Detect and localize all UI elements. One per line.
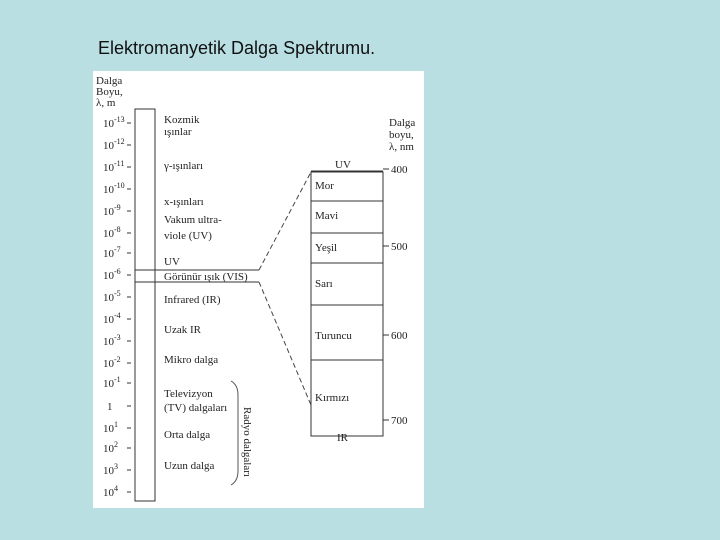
exponent-tick [103,420,131,435]
exponent-tick [103,333,131,348]
region-label: Kozmik [164,114,200,126]
nm-tick-label: 600 [391,330,408,342]
svg-text:10-4 [103,311,121,326]
exponent-tick [103,311,131,326]
tick-base: 10 [103,487,114,499]
svg-text:10-2 [103,355,121,370]
zoom-connector-top [259,172,311,270]
spectrum-diagram [93,71,424,508]
tick-exponent: -5 [114,289,121,298]
region-label: Görünür ışık (VIS) [164,271,248,283]
region-label: Uzun dalga [164,460,215,472]
svg-text:10-9 [103,203,121,218]
region-label: viole (UV) [164,230,212,242]
exponent-tick [103,484,131,499]
band-label-blue: Mavi [315,210,339,222]
tick-exponent: 1 [114,420,118,429]
svg-text:10-8 [103,225,121,240]
exponent-tick [103,159,131,174]
exponent-tick [103,289,131,304]
band-label-orange: Turuncu [315,330,352,342]
left-axis-header-line-3: λ, m [96,97,116,109]
spectrum-figure [93,71,424,508]
exponent-tick [103,225,131,240]
exponent-tick [103,440,131,455]
region-label: γ-ışınları [164,160,204,172]
left-axis-header-line-1: Dalga [96,75,123,87]
slide-title: Elektromanyetik Dalga Spektrumu. [98,38,376,58]
tick-base: 10 [103,162,114,174]
tick-exponent: -2 [114,355,121,364]
region-labels [163,114,248,472]
exponent-tick [103,375,131,390]
tick-exponent: -4 [114,311,121,320]
exponent-tick [103,203,131,218]
svg-text:10-5 [103,289,121,304]
svg-text:1 [107,401,113,413]
exponent-tick [103,355,131,370]
tick-exponent: -13 [114,115,125,124]
tick-base: 10 [103,184,114,196]
tick-base: 10 [103,248,114,260]
exponent-tick [103,267,131,282]
svg-text:10-7 [103,245,121,260]
band-label-red: Kırmızı [315,392,350,404]
svg-text:103 [103,462,118,477]
tick-exponent: -8 [114,225,121,234]
right-axis-header-line-3: λ, nm [389,141,414,153]
region-label: Mikro dalga [164,354,219,366]
tick-exponent: -6 [114,267,121,276]
region-label: Uzak IR [164,324,201,336]
tick-base: 10 [103,443,114,455]
region-label: UV [164,256,180,268]
left-axis-header-line-2: Boyu, [96,86,123,98]
exponent-tick [107,401,131,413]
exponent-tick [103,245,131,260]
tick-base: 10 [103,358,114,370]
tick-exponent: -7 [114,245,121,254]
region-label: ışınlar [164,126,192,138]
svg-text:10-11 [103,159,124,174]
exponent-ticks [103,115,131,499]
svg-text:102 [103,440,118,455]
tick-exponent: -12 [114,137,125,146]
nm-tick [383,241,408,253]
tick-exponent: 4 [114,484,118,493]
right-axis-header-line-2: boyu, [389,129,414,141]
region-label: Infrared (IR) [164,294,221,306]
tick-base: 10 [103,270,114,282]
band-label-green: Yeşil [315,242,338,254]
exponent-tick [103,137,131,152]
radio-waves-brace [231,381,238,485]
band-label-yellow: Sarı [315,278,333,290]
tick-exponent: 3 [114,462,118,471]
tick-base: 10 [103,378,114,390]
nm-tick-label: 400 [391,164,408,176]
region-label: x-ışınları [164,196,204,208]
tick-base: 10 [103,423,114,435]
tick-base: 10 [103,336,114,348]
tick-base: 10 [103,465,114,477]
tick-base: 1 [107,401,113,413]
tick-exponent: -1 [114,375,121,384]
nm-tick-label: 500 [391,241,408,253]
nm-tick [383,330,408,342]
zoom-connector-bottom [259,282,311,405]
tick-base: 10 [103,292,114,304]
region-label: (TV) dalgaları [164,402,228,414]
radio-waves-label: Radyo dalgaları [241,407,253,477]
svg-text:101 [103,420,118,435]
visible-top-label: UV [335,159,351,171]
tick-base: 10 [103,314,114,326]
region-label: Televizyon [164,388,213,400]
tick-exponent: -11 [114,159,125,168]
svg-text:10-3 [103,333,121,348]
visible-bottom-label: IR [337,432,348,444]
tick-base: 10 [103,140,114,152]
right-axis-header-line-1: Dalga [389,117,416,129]
svg-text:10-6 [103,267,121,282]
nm-tick [383,415,408,427]
nm-tick-label: 700 [391,415,408,427]
svg-text:10-12 [103,137,125,152]
svg-text:104 [103,484,118,499]
tick-exponent: 2 [114,440,118,449]
svg-text:10-10 [103,181,125,196]
tick-base: 10 [103,206,114,218]
exponent-tick [103,462,131,477]
svg-text:10-1 [103,375,121,390]
tick-exponent: -3 [114,333,121,342]
tick-base: 10 [103,118,114,130]
exponent-tick [103,181,131,196]
svg-text:10-13 [103,115,125,130]
tick-base: 10 [103,228,114,240]
exponent-tick [103,115,131,130]
tick-exponent: -9 [114,203,121,212]
spectrum-column [135,109,155,501]
tick-exponent: -10 [114,181,125,190]
region-label: Vakum ultra- [164,214,222,226]
nm-tick [383,164,408,176]
band-label-violet: Mor [315,180,334,192]
region-label: Orta dalga [164,429,211,441]
